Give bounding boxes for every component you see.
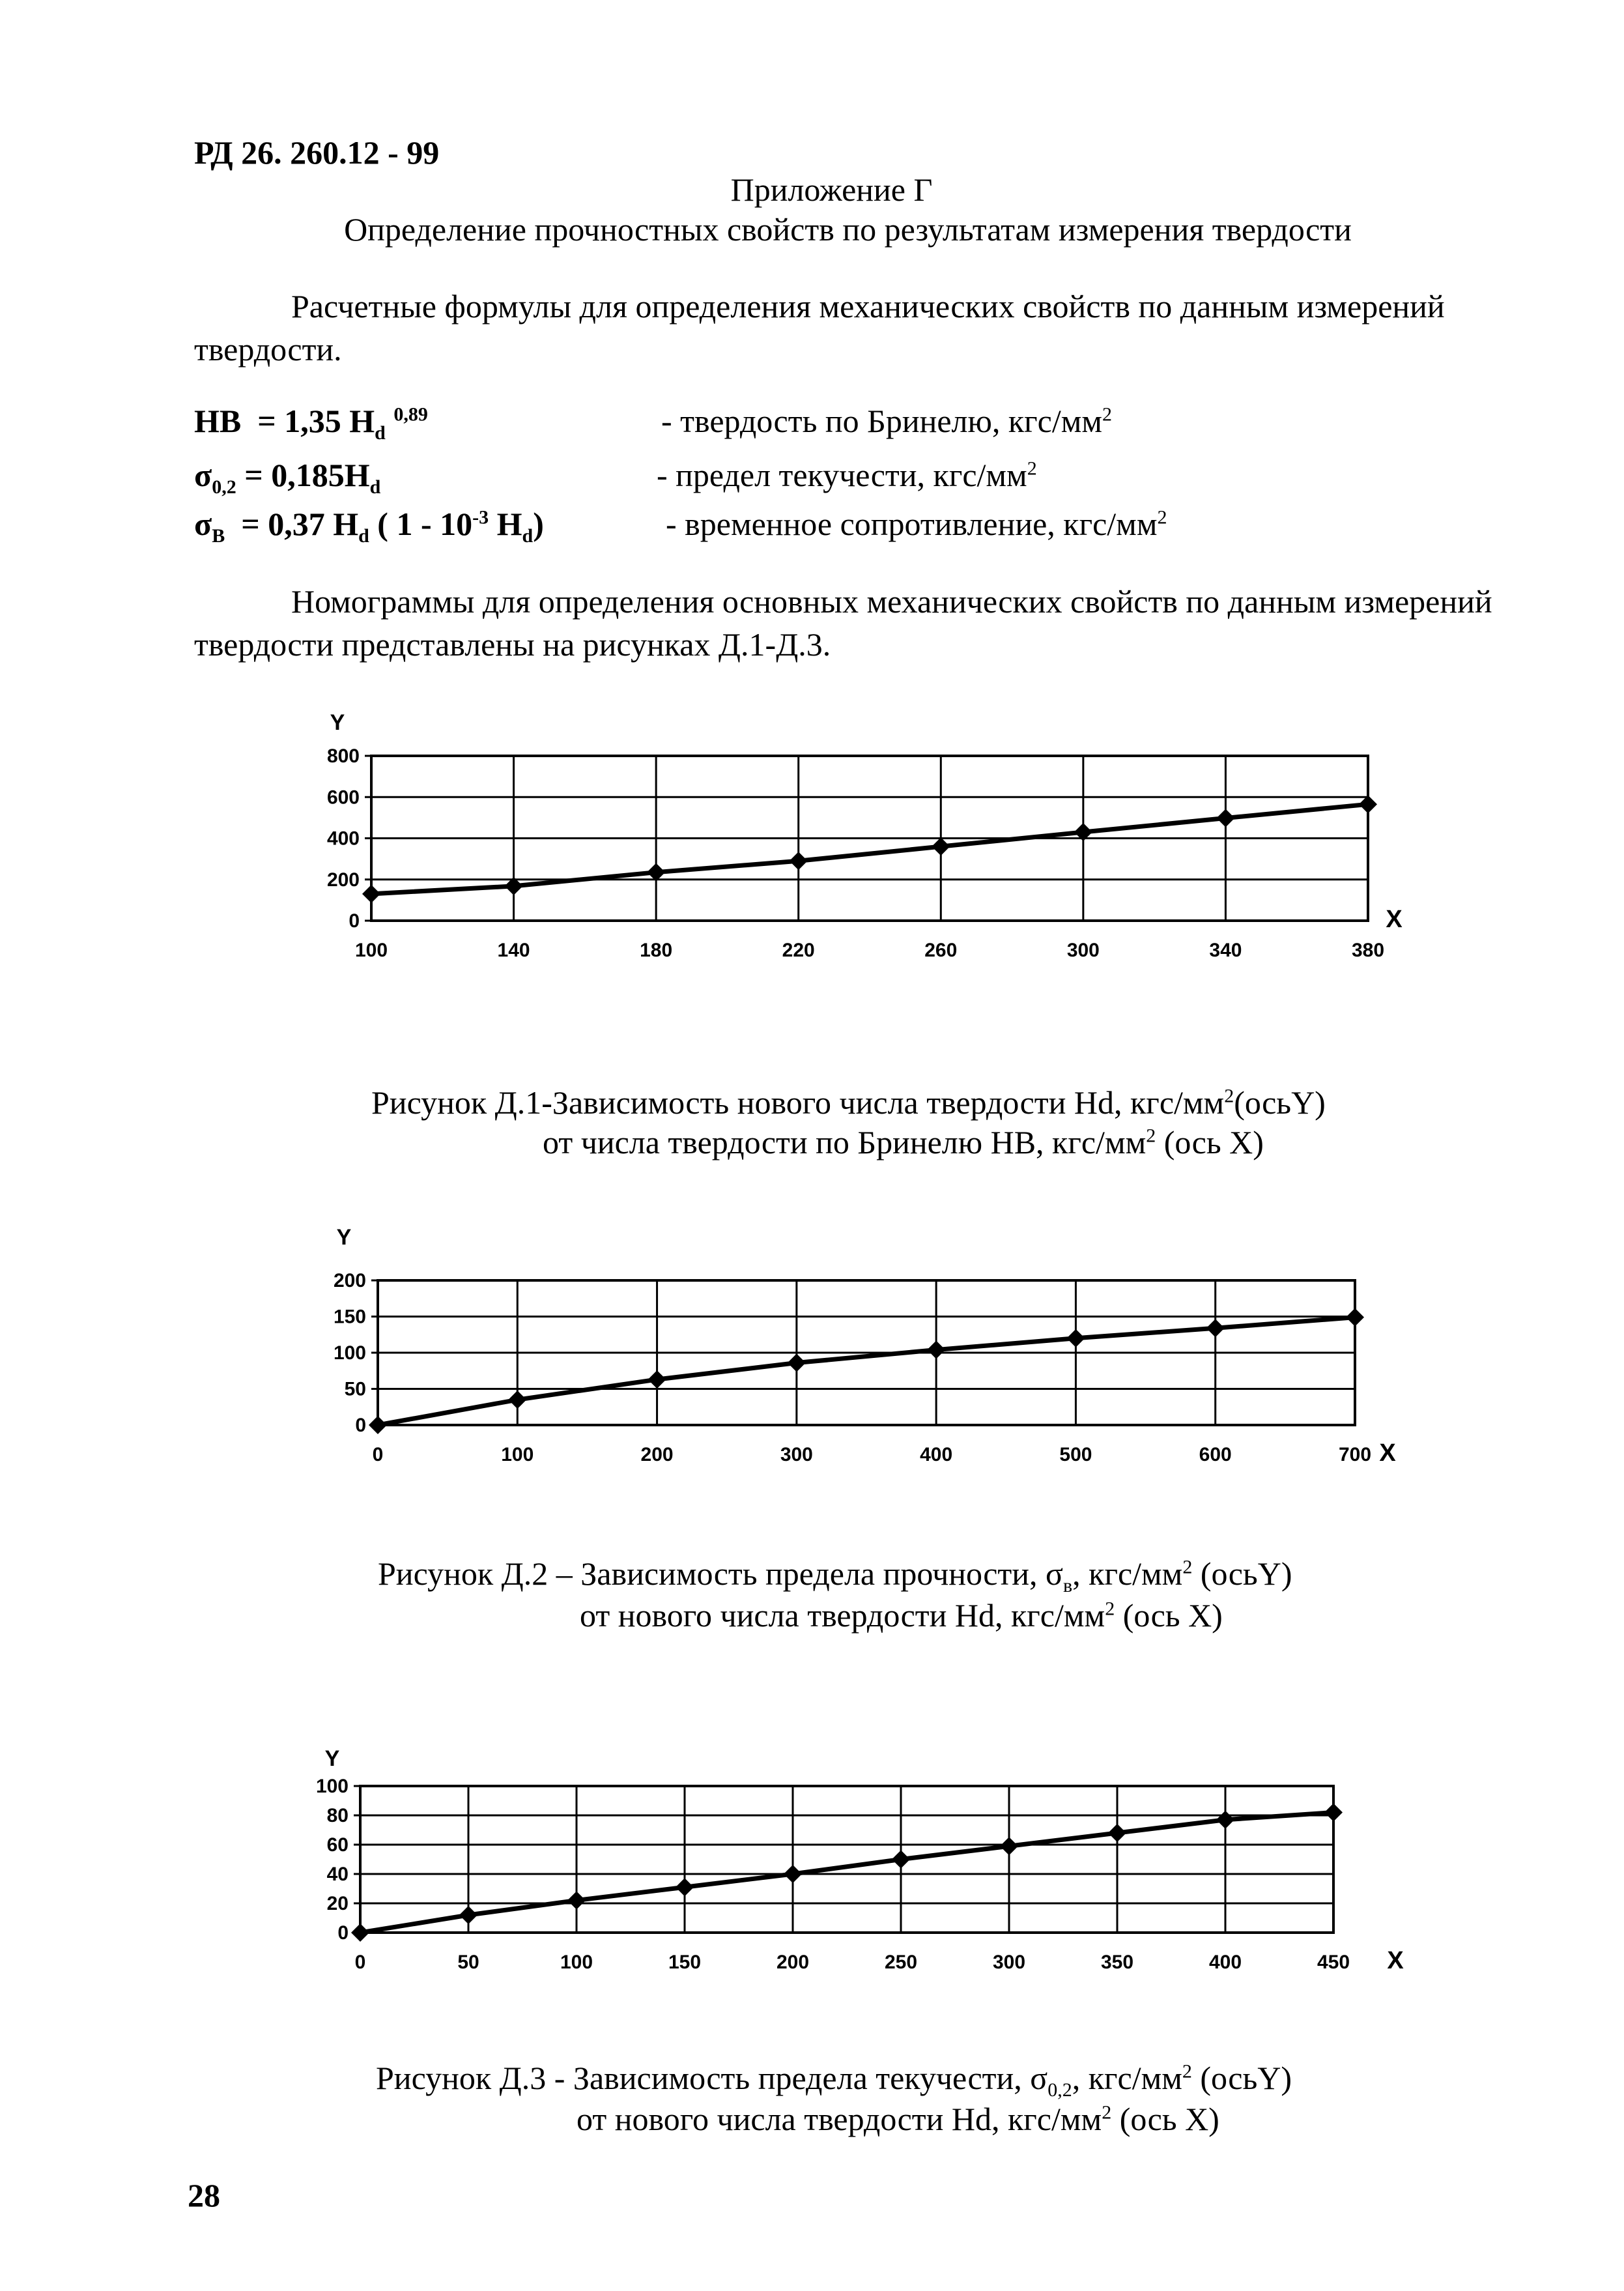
x-tick-label: 50 (457, 1952, 479, 1973)
data-point-marker (1066, 1329, 1085, 1347)
caption-figure-d2-line-1: Рисунок Д.2 – Зависимость предела прочности, $\sigma_в$, кгс/$мм^2$ (осьY) (378, 1555, 1292, 1596)
x-axis-title: X (1386, 906, 1403, 933)
data-point-marker (784, 1865, 802, 1883)
data-point-marker (1216, 1811, 1234, 1829)
x-tick-label: 150 (668, 1952, 702, 1973)
data-point-marker (790, 852, 808, 870)
y-tick-label: 0 (355, 1415, 366, 1436)
data-point-marker (567, 1892, 586, 1910)
data-point-marker (1206, 1319, 1225, 1337)
document-code: РД 26. 260.12 - 99 (194, 134, 440, 171)
x-tick-label: 400 (1208, 1952, 1242, 1973)
x-tick-label: 300 (780, 1444, 813, 1465)
x-tick-label: 260 (924, 940, 958, 961)
x-tick-label: 0 (354, 1952, 366, 1973)
data-point-marker (1216, 809, 1234, 828)
data-point-marker (927, 1341, 945, 1359)
data-point-marker (788, 1354, 806, 1372)
appendix-title: Приложение Г (730, 171, 933, 208)
x-tick-label: 0 (372, 1444, 384, 1465)
y-axis-title: Y (336, 1225, 352, 1250)
chart-figure-d2 (306, 1218, 1427, 1492)
x-tick-label: 300 (1066, 940, 1100, 961)
intro-line-2: твердости. (194, 331, 342, 367)
caption-figure-d3-line-2: от нового числа твердости Hd, кгс/$мм^2$ (ось X) (577, 2101, 1219, 2137)
data-point-marker (351, 1924, 369, 1942)
y-tick-label: 800 (326, 745, 360, 767)
data-point-marker (362, 885, 380, 903)
y-tick-label: 0 (337, 1922, 349, 1944)
appendix-subtitle: Определение прочностных свойств по результатам измерения твердости (344, 211, 1352, 248)
x-tick-label: 340 (1209, 940, 1242, 961)
y-tick-label: 200 (333, 1270, 366, 1291)
y-tick-label: 200 (326, 869, 360, 891)
series-line (378, 1318, 1355, 1425)
caption-figure-d1-line-1: Рисунок Д.1-Зависимость нового числа твердости Hd, кгс/$мм^2(осьY)$ (371, 1084, 1326, 1121)
data-point-marker (1000, 1837, 1018, 1855)
chart-figure-d1 (300, 710, 1446, 984)
y-tick-label: 20 (326, 1893, 349, 1914)
y-tick-label: 400 (326, 828, 360, 850)
chart-figure-d3 (300, 1733, 1446, 2013)
intro-line-1: Расчетные формулы для определения механических свойств по данным измерений (291, 288, 1445, 324)
nomogram-intro-line-1: Номограммы для определения основных механических свойств по данным измерений (291, 583, 1492, 620)
formula-tensile: $\sigma_B = 0,37$ $H_d$ ( $1 - 10^{-3}$ $H_d$) (194, 506, 544, 547)
y-axis-title: Y (324, 1746, 340, 1771)
x-tick-label: 140 (497, 940, 530, 961)
caption-figure-d1-line-2: от числа твердости по Бринелю HB, кгс/$мм^2$ (ось X) (543, 1124, 1264, 1160)
x-tick-label: 600 (1199, 1444, 1232, 1465)
formula-hb: HB = 1,35 $H_d$ $^{0,89}$ (194, 403, 428, 444)
x-tick-label: 220 (782, 940, 815, 961)
data-point-marker (508, 1390, 526, 1409)
data-point-marker (932, 837, 950, 856)
x-tick-label: 100 (560, 1952, 593, 1973)
x-tick-label: 100 (354, 940, 388, 961)
y-tick-label: 100 (315, 1776, 349, 1797)
x-tick-label: 500 (1059, 1444, 1092, 1465)
data-point-marker (676, 1878, 694, 1896)
nomogram-intro-line-2: твердости представлены на рисунках Д.1-Д.3. (194, 626, 831, 663)
x-tick-label: 100 (501, 1444, 534, 1465)
x-tick-label: 200 (776, 1952, 810, 1973)
data-point-marker (459, 1906, 477, 1924)
caption-figure-d3-line-1: Рисунок Д.3 - Зависимость предела текучести, $\sigma_{0,2}$, кгс/$мм^2$ (осьY) (376, 2060, 1292, 2101)
y-tick-label: 40 (326, 1864, 349, 1885)
x-tick-label: 350 (1100, 1952, 1134, 1973)
y-tick-label: 150 (333, 1306, 366, 1328)
formula-yield-description: - предел текучести, кгс/$мм^2$ (657, 457, 1037, 493)
page-number: 28 (188, 2177, 220, 2213)
x-tick-label: 700 (1338, 1444, 1372, 1465)
y-tick-label: 50 (344, 1378, 366, 1400)
y-tick-label: 600 (326, 786, 360, 809)
caption-figure-d2-line-2: от нового числа твердости Hd, кгс/$мм^2$ (ось X) (580, 1597, 1223, 1634)
x-tick-label: 380 (1351, 940, 1385, 961)
x-axis-title: X (1379, 1439, 1396, 1467)
x-axis-title: X (1387, 1947, 1404, 1974)
y-tick-label: 100 (333, 1342, 366, 1364)
x-tick-label: 400 (920, 1444, 953, 1465)
x-tick-label: 450 (1317, 1952, 1350, 1973)
data-point-marker (1324, 1804, 1343, 1822)
series-line (360, 1813, 1333, 1933)
x-tick-label: 200 (640, 1444, 674, 1465)
data-point-marker (1108, 1824, 1126, 1842)
y-axis-title: Y (330, 710, 345, 735)
formula-yield: $\sigma_{0,2} = 0,185H_d$ (194, 457, 381, 498)
x-tick-label: 300 (992, 1952, 1026, 1973)
y-tick-label: 60 (326, 1834, 349, 1856)
y-tick-label: 80 (326, 1805, 349, 1826)
x-tick-label: 180 (640, 940, 673, 961)
formula-tensile-description: - временное сопротивление, кгс/$мм^2$ (666, 506, 1167, 542)
data-point-marker (648, 1370, 666, 1389)
data-point-marker (892, 1851, 910, 1869)
formula-hb-description: - твердость по Бринелю, кгс/$мм^2$ (661, 403, 1113, 439)
data-point-marker (369, 1416, 387, 1434)
x-tick-label: 250 (884, 1952, 918, 1973)
y-tick-label: 0 (349, 910, 360, 932)
data-point-marker (1346, 1308, 1364, 1327)
